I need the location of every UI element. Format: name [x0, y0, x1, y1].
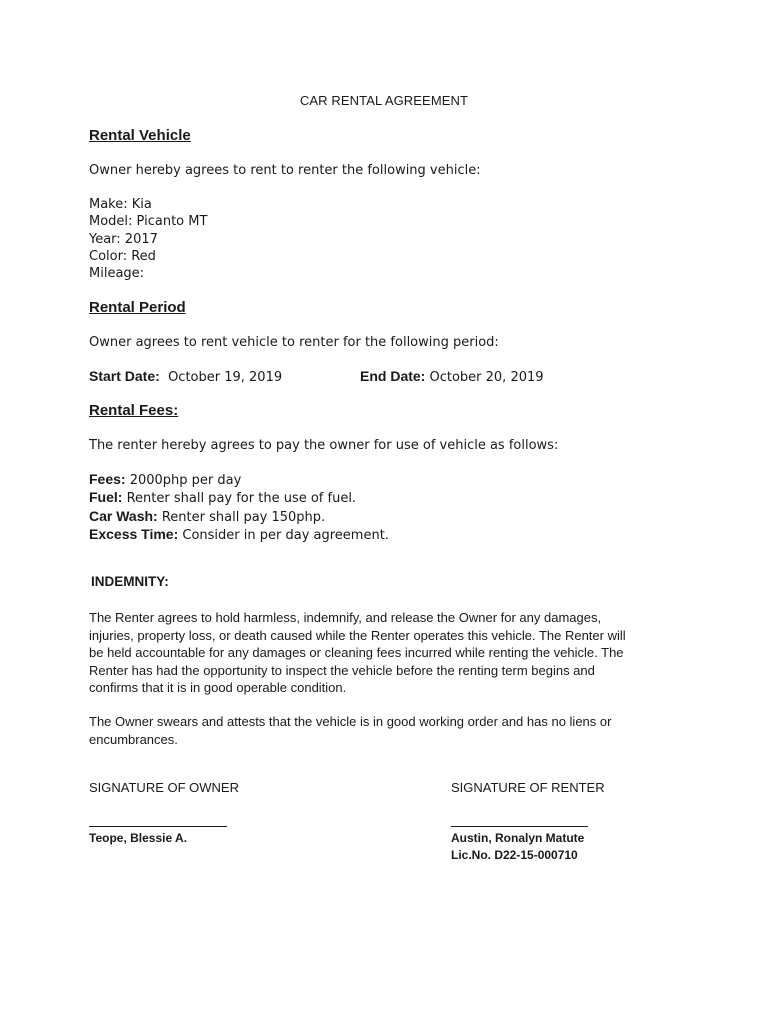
fees-list	[89, 471, 389, 544]
fee-value: Consider in per day agreement.	[182, 527, 389, 543]
vehicle-mileage: Mileage:	[89, 266, 145, 282]
end-date-value: October 20, 2019	[429, 370, 544, 385]
fee-value: 2000php per day	[129, 473, 242, 488]
fee-item-fuel	[89, 489, 389, 507]
paragraph-line: be held accountable for any damages or cleaning fees incurred while renting the vehicle. The	[89, 645, 624, 660]
fee-label: Excess Time:	[89, 525, 179, 542]
document-title: CAR RENTAL AGREEMENT	[299, 93, 469, 108]
rental-vehicle-intro: Owner hereby agrees to rent to renter the following vehicle:	[89, 163, 481, 178]
indemnity-paragraph-2	[89, 713, 669, 748]
start-date	[89, 368, 282, 386]
vehicle-model: Model: Picanto MT	[89, 214, 208, 230]
fee-label: Fees:	[89, 471, 126, 487]
fee-item-excess-time	[89, 526, 389, 544]
rental-vehicle-heading: Rental Vehicle	[89, 127, 191, 144]
indemnity-paragraph-1	[89, 609, 669, 697]
paragraph-line: encumbrances.	[89, 731, 178, 747]
end-date-label: End Date:	[360, 368, 426, 384]
vehicle-color: Color: Red	[89, 248, 156, 264]
paragraph-line: The Renter agrees to hold harmless, indemnify, and release the Owner for any damages,	[89, 610, 602, 625]
paragraph-line: Renter has had the opportunity to inspect the vehicle before the renting term begins and	[89, 662, 595, 678]
paragraph-line: confirms that it is in good operable condition.	[89, 680, 347, 695]
rental-fees-intro: The renter hereby agrees to pay the owner for use of vehicle as follows:	[89, 438, 559, 453]
end-date	[360, 368, 544, 386]
fee-item-fees	[89, 471, 389, 489]
paragraph-line: The Owner swears and attests that the vehicle is in good working order and has no liens or	[89, 714, 612, 729]
renter-license: Lic.No. D22-15-000710	[451, 848, 578, 862]
fee-label: Fuel:	[89, 489, 123, 506]
renter-signature-label: SIGNATURE OF RENTER	[451, 780, 605, 795]
fee-item-car-wash	[89, 508, 389, 526]
rental-period-intro: Owner agrees to rent vehicle to renter for the following period:	[89, 335, 499, 350]
rental-fees-heading: Rental Fees:	[89, 402, 179, 419]
owner-signature-label: SIGNATURE OF OWNER	[89, 780, 239, 795]
vehicle-details	[89, 196, 207, 282]
start-date-label: Start Date:	[89, 368, 160, 384]
start-date-value: October 19, 2019	[168, 370, 283, 385]
indemnity-heading: INDEMNITY:	[91, 574, 169, 589]
fee-label: Car Wash:	[89, 507, 158, 524]
vehicle-year: Year: 2017	[89, 231, 158, 247]
owner-name: Teope, Blessie A.	[89, 831, 188, 845]
paragraph-line: injuries, property loss, or death caused while the Renter operates this vehicle. The Renter will	[89, 627, 626, 643]
renter-name: Austin, Ronalyn Matute	[451, 831, 585, 845]
rental-period-heading: Rental Period	[89, 299, 186, 316]
renter-signature-line	[451, 826, 588, 827]
vehicle-make: Make: Kia	[89, 197, 152, 212]
fee-value: Renter shall pay for the use of fuel.	[126, 491, 357, 507]
owner-signature-line	[89, 826, 227, 827]
fee-value: Renter shall pay 150php.	[161, 509, 326, 525]
